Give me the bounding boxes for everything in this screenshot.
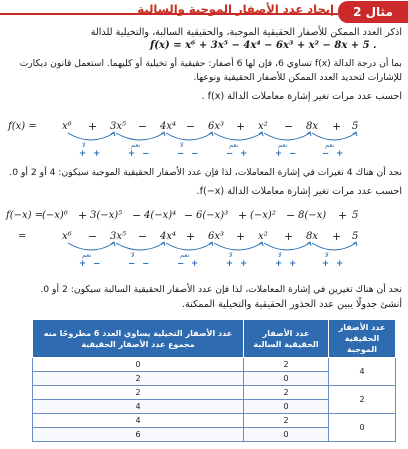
term: 5 [352,231,359,242]
table-header-row [33,320,396,358]
function-definition: f(x) = x⁶ + 3x⁵ − 4x⁴ − 6x³ + x² − 8x + 5 . [150,40,377,51]
term: 4x⁴ [160,121,177,132]
positive-cell: 2 [329,386,396,414]
sign-pair: + − [128,149,152,159]
term: 3(−x)⁵ [90,210,123,221]
header-positive: عدد الأصفار الحقيقية الموجبة [329,320,396,358]
operator: + [236,230,246,243]
negative-cell: 2 [244,414,329,428]
sign-change-arc [116,243,164,250]
change-label: نعم [131,141,141,149]
operator: − [88,230,98,243]
operator: − [286,209,296,222]
sign-change-arc [264,243,310,250]
sign-pair: + + [79,149,103,159]
imaginary-cell: 2 [33,386,244,400]
negative-cell: 0 [244,400,329,414]
table-instruction: أنشئ جدولًا يبين عدد الجذور الحقيقية والتخيلية الممكنة. [181,299,402,310]
negative-cell: 0 [244,428,329,442]
term: 3x⁵ [110,231,127,242]
sign-pair: + + [275,259,299,269]
term: x² [258,121,268,132]
positive-cell: 4 [329,358,396,386]
negative-cell: 0 [244,372,329,386]
change-label: نعم [229,141,239,149]
term: (−x)² [250,210,276,221]
term: x⁶ [62,231,72,242]
change-label: لا [229,251,233,259]
example-badge: مثال 2 [338,1,408,23]
term: 8x [306,121,319,132]
term: x⁶ [62,121,72,132]
table-row [33,414,396,428]
operator: + [284,230,294,243]
operator: − [138,120,148,133]
operator: + [338,209,348,222]
change-label: لا [180,141,184,149]
sign-pair: − − [177,149,201,159]
operator: − [138,230,148,243]
operator: − [184,209,194,222]
header-negative: عدد الأصفار الحقيقية السالبة [244,320,329,358]
term: x² [258,231,268,242]
term: 6x³ [208,231,225,242]
operator: − [186,120,196,133]
degree-paragraph-line2: للإشارات لتحديد العدد الممكن للأصفار الحقيقية ونوعها. [193,72,402,83]
change-label: لا [278,251,282,259]
positive-zeros-conclusion: نجد أن هناك 4 تغيرات في إشارة المعاملات، لذا فإن عدد الأصفار الحقيقية الموجبة سيكون: 4 أو 2 أو 0. [9,167,402,178]
imaginary-cell: 4 [33,414,244,428]
change-label: لا [82,141,86,149]
change-label: نعم [325,141,335,149]
operator: + [78,209,88,222]
sign-pair: − + [226,149,250,159]
sign-pair: + − [79,259,103,269]
change-label: نعم [278,141,288,149]
operator: + [332,120,342,133]
change-label: لا [325,251,329,259]
negative-cell: 2 [244,386,329,400]
negative-zeros-conclusion: نجد أن هناك تغيرين في إشارة المعاملات، لذا فإن عدد الأصفار الحقيقية السالبة سيكون: 2 أو 0. [40,284,402,295]
degree-paragraph-line1: بما أن درجة الدالة f(x) تساوي 6، فإن لها 6 أصفار: حقيقية أو تخيلية أو كليهما. استعمل قانون ديكارت [19,58,402,69]
operator: + [186,230,196,243]
sign-pair: − + [322,149,346,159]
imaginary-cell: 4 [33,400,244,414]
negative-cell: 2 [244,358,329,372]
operator: − [132,209,142,222]
term: 4(−x)⁴ [144,210,177,221]
term: 8(−x) [298,210,327,221]
sign-change-arc [312,243,356,250]
sign-pair: + − [275,149,299,159]
fx-lhs: f(x) = [8,121,37,132]
sign-pair: − − [128,259,152,269]
operator: + [236,120,246,133]
table-row [33,358,396,372]
term: 4x⁴ [160,231,177,242]
term: 5 [352,210,359,221]
operator: + [332,230,342,243]
imaginary-cell: 6 [33,428,244,442]
sign-change-arc [214,243,262,250]
operator: − [284,120,294,133]
possible-roots-table [32,319,396,442]
imaginary-cell: 0 [33,358,244,372]
term: 5 [352,121,359,132]
operator: + [88,120,98,133]
count-fnx-instruction: احسب عدد مرات تغير إشارة معاملات الدالة f(−x). [196,186,402,197]
intro-line: اذكر العدد الممكن للأصفار الحقيقية الموجبة، والحقيقية السالبة، والتخيلية للدالة [90,27,402,38]
sign-change-arc [166,243,212,250]
term: (−x)⁶ [42,210,68,221]
change-label: نعم [180,251,190,259]
table-row [33,386,396,400]
change-label: لا [131,251,135,259]
fnx-equals: = [18,231,27,242]
sign-pair: + + [226,259,250,269]
header-imaginary: عدد الأصفار التخيلية يساوي العدد 6 مطروحًا منه مجموع عدد الأصفار الحقيقية [33,320,244,358]
positive-cell: 0 [329,414,396,442]
operator: + [238,209,248,222]
example-title: إيجاد عدد الأصفار الموجبة والسالبة [137,2,334,16]
fnx-lhs: f(−x) = [6,210,44,221]
term: 6x³ [208,121,225,132]
term: 6(−x)³ [196,210,229,221]
sign-pair: − + [177,259,201,269]
change-label: نعم [82,251,92,259]
count-fx-instruction: احسب عدد مرات تغير إشارة معاملات الدالة f(x) . [201,91,402,102]
sign-change-arc [68,243,114,250]
term: 3x⁵ [110,121,127,132]
imaginary-cell: 2 [33,372,244,386]
sign-pair: + + [322,259,346,269]
term: 8x [306,231,319,242]
